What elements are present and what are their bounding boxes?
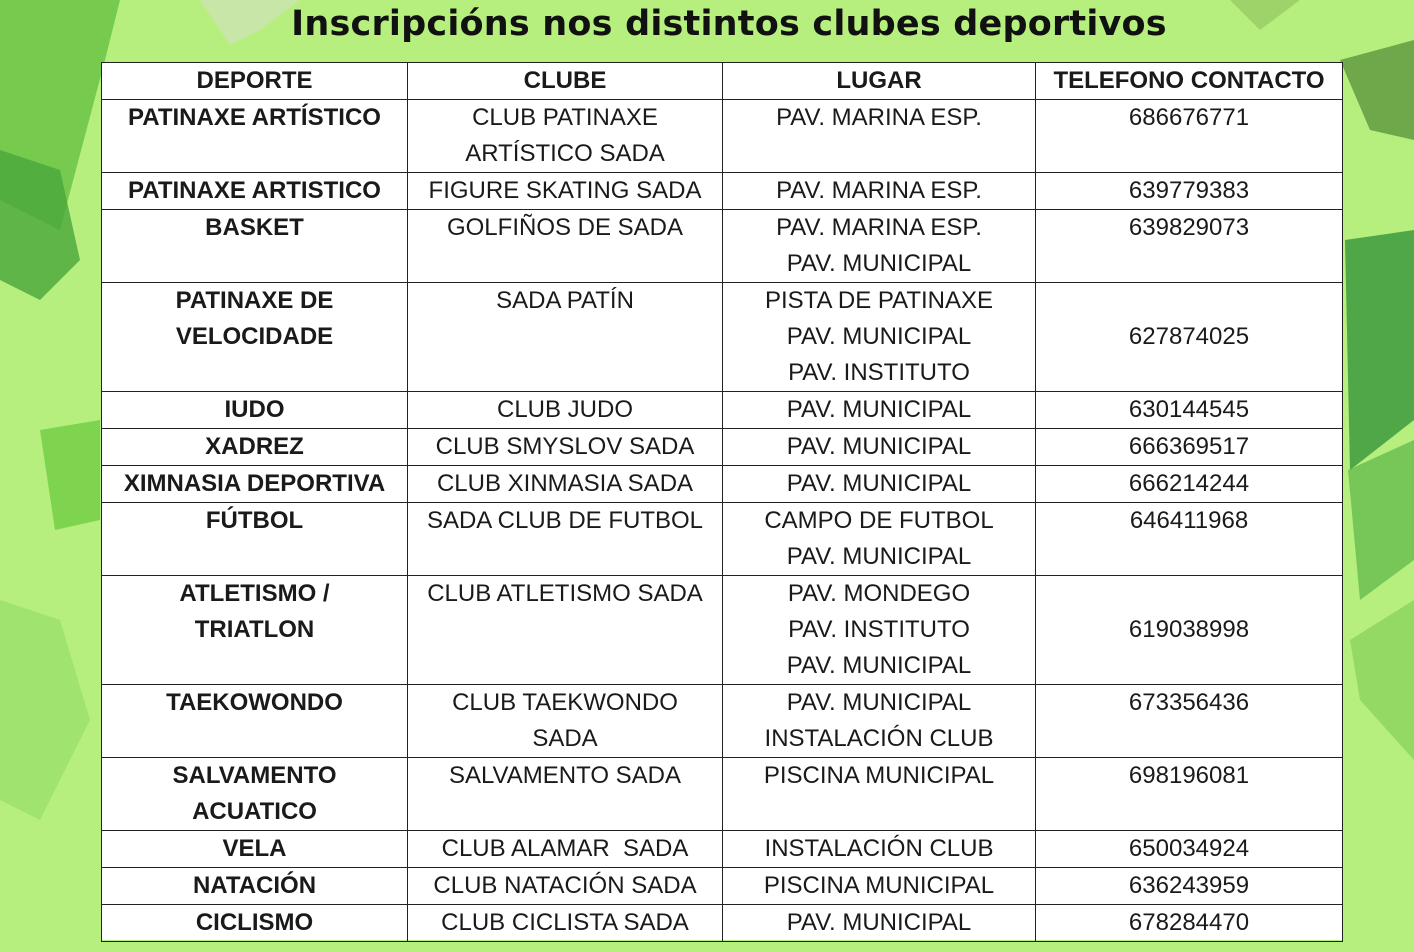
table-row bbox=[102, 503, 1343, 576]
table-row bbox=[102, 429, 1343, 466]
cell-lugar: PISTA DE PATINAXE PAV. MUNICIPAL PAV. INSTITUTO bbox=[723, 283, 1036, 392]
table-row bbox=[102, 576, 1343, 685]
table-row bbox=[102, 905, 1343, 942]
cell-deporte: TAEKOWONDO bbox=[102, 685, 408, 758]
cell-clube: FIGURE SKATING SADA bbox=[408, 173, 723, 210]
cell-deporte: BASKET bbox=[102, 210, 408, 283]
cell-lugar: PISCINA MUNICIPAL bbox=[723, 868, 1036, 905]
cell-clube: CLUB JUDO bbox=[408, 392, 723, 429]
cell-clube: CLUB ALAMAR SADA bbox=[408, 831, 723, 868]
cell-telefono: 686676771 bbox=[1036, 100, 1343, 173]
cell-telefono: 666214244 bbox=[1036, 466, 1343, 503]
cell-telefono: 639779383 bbox=[1036, 173, 1343, 210]
cell-lugar: PAV. MUNICIPAL bbox=[723, 392, 1036, 429]
table-row bbox=[102, 210, 1343, 283]
table-row bbox=[102, 173, 1343, 210]
cell-deporte: PATINAXE DE VELOCIDADE bbox=[102, 283, 408, 392]
cell-deporte: FÚTBOL bbox=[102, 503, 408, 576]
cell-clube: GOLFIÑOS DE SADA bbox=[408, 210, 723, 283]
table-header-row bbox=[102, 63, 1343, 100]
cell-telefono: 650034924 bbox=[1036, 831, 1343, 868]
cell-clube: CLUB ATLETISMO SADA bbox=[408, 576, 723, 685]
cell-clube: CLUB NATACIÓN SADA bbox=[408, 868, 723, 905]
cell-clube: CLUB SMYSLOV SADA bbox=[408, 429, 723, 466]
cell-telefono: 639829073 bbox=[1036, 210, 1343, 283]
table-row bbox=[102, 685, 1343, 758]
cell-clube: CLUB XINMASIA SADA bbox=[408, 466, 723, 503]
cell-clube: SALVAMENTO SADA bbox=[408, 758, 723, 831]
cell-deporte: NATACIÓN bbox=[102, 868, 408, 905]
cell-telefono: 627874025 bbox=[1036, 283, 1343, 392]
header-deporte: DEPORTE bbox=[102, 63, 408, 100]
cell-lugar: INSTALACIÓN CLUB bbox=[723, 831, 1036, 868]
cell-lugar: PISCINA MUNICIPAL bbox=[723, 758, 1036, 831]
cell-lugar: PAV. MUNICIPAL bbox=[723, 466, 1036, 503]
header-telefono: TELEFONO CONTACTO bbox=[1036, 63, 1343, 100]
cell-telefono: 630144545 bbox=[1036, 392, 1343, 429]
cell-telefono: 646411968 bbox=[1036, 503, 1343, 576]
cell-telefono: 619038998 bbox=[1036, 576, 1343, 685]
cell-clube: CLUB TAEKWONDO SADA bbox=[408, 685, 723, 758]
cell-deporte: CICLISMO bbox=[102, 905, 408, 942]
cell-telefono: 666369517 bbox=[1036, 429, 1343, 466]
table-row bbox=[102, 868, 1343, 905]
cell-lugar: PAV. MARINA ESP. PAV. MUNICIPAL bbox=[723, 210, 1036, 283]
cell-clube: CLUB CICLISTA SADA bbox=[408, 905, 723, 942]
cell-deporte: PATINAXE ARTÍSTICO bbox=[102, 100, 408, 173]
cell-deporte: VELA bbox=[102, 831, 408, 868]
clubs-table bbox=[101, 62, 1343, 942]
cell-lugar: PAV. MARINA ESP. bbox=[723, 100, 1036, 173]
cell-deporte: IUDO bbox=[102, 392, 408, 429]
table-row bbox=[102, 283, 1343, 392]
cell-telefono: 673356436 bbox=[1036, 685, 1343, 758]
cell-telefono: 698196081 bbox=[1036, 758, 1343, 831]
cell-clube: SADA CLUB DE FUTBOL bbox=[408, 503, 723, 576]
cell-lugar: CAMPO DE FUTBOL PAV. MUNICIPAL bbox=[723, 503, 1036, 576]
cell-clube: CLUB PATINAXE ARTÍSTICO SADA bbox=[408, 100, 723, 173]
cell-lugar: PAV. MUNICIPAL bbox=[723, 905, 1036, 942]
table-row bbox=[102, 392, 1343, 429]
cell-deporte: ATLETISMO / TRIATLON bbox=[102, 576, 408, 685]
cell-telefono: 678284470 bbox=[1036, 905, 1343, 942]
cell-lugar: PAV. MARINA ESP. bbox=[723, 173, 1036, 210]
cell-deporte: XADREZ bbox=[102, 429, 408, 466]
cell-deporte: SALVAMENTO ACUATICO bbox=[102, 758, 408, 831]
cell-deporte: PATINAXE ARTISTICO bbox=[102, 173, 408, 210]
table-row bbox=[102, 758, 1343, 831]
cell-deporte: XIMNASIA DEPORTIVA bbox=[102, 466, 408, 503]
cell-lugar: PAV. MUNICIPAL bbox=[723, 429, 1036, 466]
table-row bbox=[102, 466, 1343, 503]
page-title: Inscripcións nos distintos clubes deportivos bbox=[291, 4, 1167, 44]
header-lugar: LUGAR bbox=[723, 63, 1036, 100]
cell-lugar: PAV. MUNICIPAL INSTALACIÓN CLUB bbox=[723, 685, 1036, 758]
table-row bbox=[102, 831, 1343, 868]
table-row bbox=[102, 100, 1343, 173]
cell-telefono: 636243959 bbox=[1036, 868, 1343, 905]
cell-clube: SADA PATÍN bbox=[408, 283, 723, 392]
cell-lugar: PAV. MONDEGO PAV. INSTITUTO PAV. MUNICIPAL bbox=[723, 576, 1036, 685]
header-clube: CLUBE bbox=[408, 63, 723, 100]
